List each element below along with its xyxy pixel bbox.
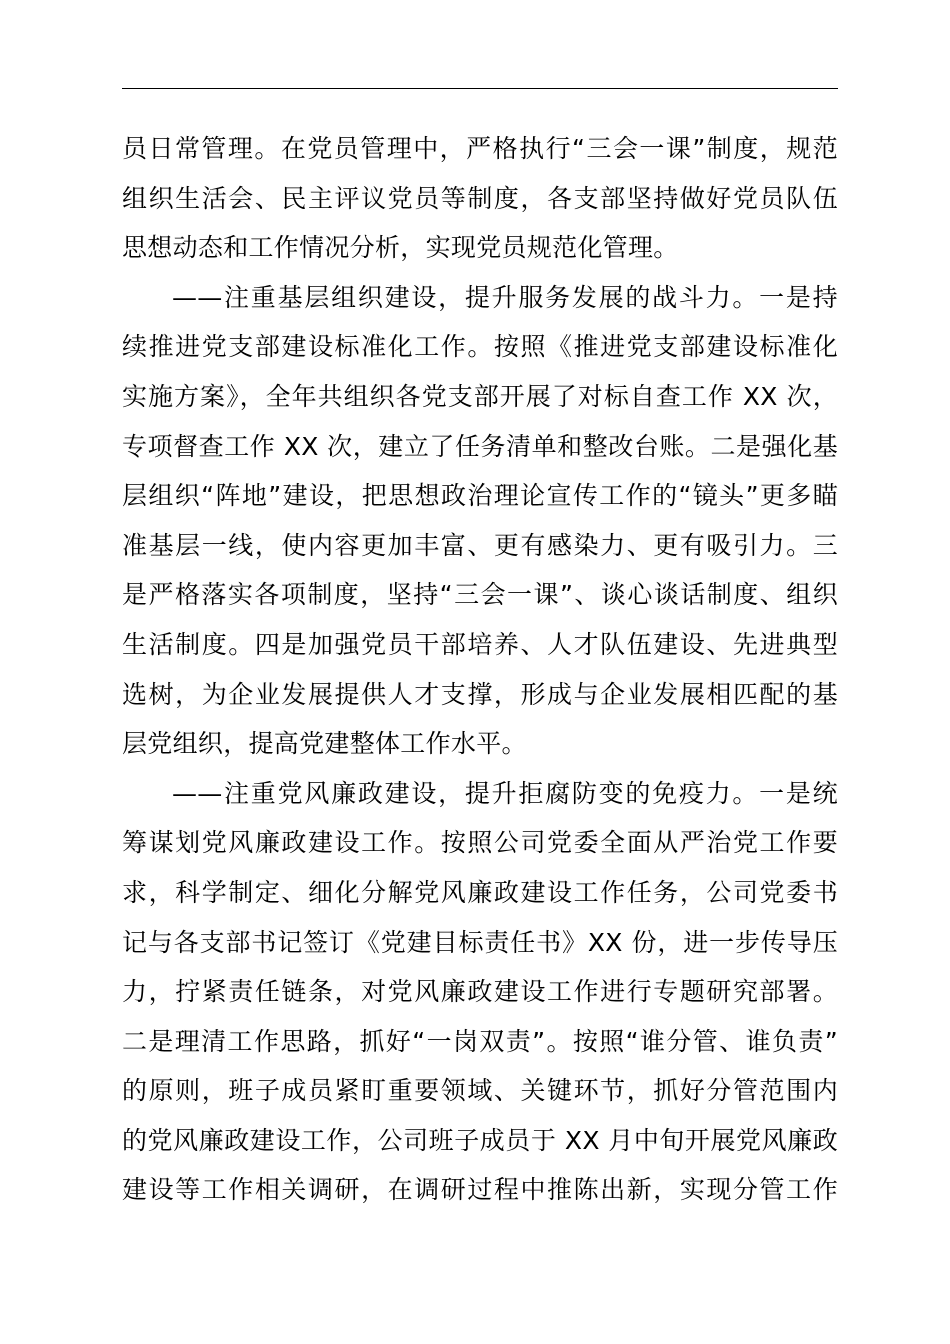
text-line: 组织生活会、民主评议党员等制度，各支部坚持做好党员队伍 bbox=[122, 183, 838, 213]
text-line: 专项督查工作 XX 次，建立了任务清单和整改台账。二是强化基 bbox=[122, 431, 838, 461]
paragraph-heading-line: ——注重基层组织建设，提升服务发展的战斗力。一是持 bbox=[172, 282, 838, 312]
text-line: 层组织“阵地”建设，把思想政治理论宣传工作的“镜头”更多瞄 bbox=[122, 481, 838, 511]
text-line: 力，拧紧责任链条，对党风廉政建设工作进行专题研究部署。 bbox=[122, 977, 838, 1007]
paragraph-heading-line: ——注重党风廉政建设，提升拒腐防变的免疫力。一是统 bbox=[172, 778, 838, 808]
text-line: 续推进党支部建设标准化工作。按照《推进党支部建设标准化 bbox=[122, 332, 838, 362]
document-body bbox=[122, 124, 838, 1215]
text-line: 筹谋划党风廉政建设工作。按照公司党委全面从严治党工作要 bbox=[122, 828, 838, 858]
text-line: 的原则，班子成员紧盯重要领域、关键环节，抓好分管范围内 bbox=[122, 1076, 838, 1106]
text-line: 思想动态和工作情况分析，实现党员规范化管理。 bbox=[122, 233, 679, 263]
text-line: 生活制度。四是加强党员干部培养、人才队伍建设、先进典型 bbox=[122, 629, 838, 659]
text-line: 的党风廉政建设工作，公司班子成员于 XX 月中旬开展党风廉政 bbox=[122, 1125, 838, 1155]
text-line: 选树，为企业发展提供人才支撑，形成与企业发展相匹配的基 bbox=[122, 679, 838, 709]
text-line: 二是理清工作思路，抓好“一岗双责”。按照“谁分管、谁负责” bbox=[122, 1026, 838, 1056]
text-line: 实施方案》，全年共组织各党支部开展了对标自查工作 XX 次， bbox=[122, 381, 838, 411]
header-rule bbox=[122, 88, 838, 89]
text-line: 层党组织，提高党建整体工作水平。 bbox=[122, 729, 527, 759]
text-line: 准基层一线，使内容更加丰富、更有感染力、更有吸引力。三 bbox=[122, 530, 838, 560]
text-line: 求，科学制定、细化分解党风廉政建设工作任务，公司党委书 bbox=[122, 877, 838, 907]
text-line: 员日常管理。在党员管理中，严格执行“三会一课”制度，规范 bbox=[122, 134, 838, 163]
text-line: 记与各支部书记签订《党建目标责任书》XX 份，进一步传导压 bbox=[122, 927, 838, 957]
text-line: 是严格落实各项制度，坚持“三会一课”、谈心谈话制度、组织 bbox=[122, 580, 838, 610]
text-line: 建设等工作相关调研，在调研过程中推陈出新，实现分管工作 bbox=[122, 1175, 838, 1205]
